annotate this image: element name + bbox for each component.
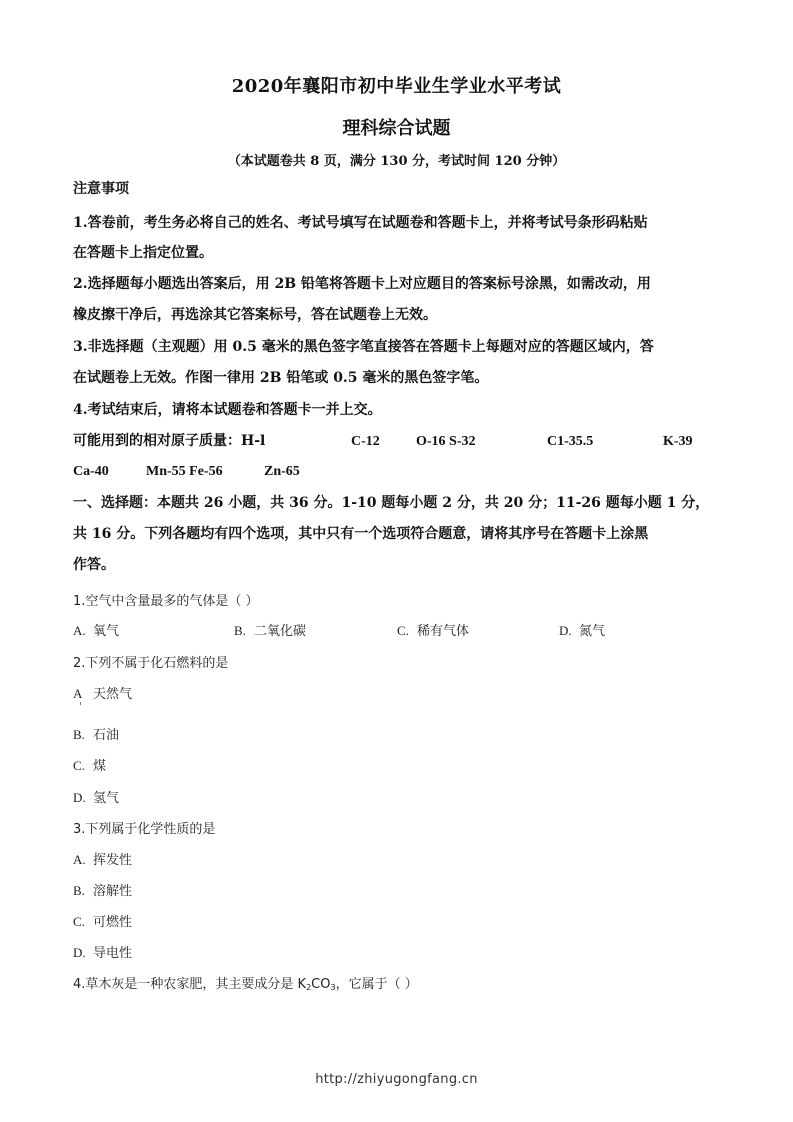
exam-title: 2020年襄阳市初中毕业生学业水平考试 xyxy=(231,76,562,97)
option-c: C. 煤 xyxy=(73,758,107,774)
option-c: C. 可燃性 xyxy=(73,914,133,930)
notice-heading: 注意事项 xyxy=(73,181,129,197)
atomic-mass-row-2 xyxy=(73,456,723,487)
option-a: A. 氧气 xyxy=(73,623,120,639)
atomic-mass-entry: O-16 S-32 xyxy=(416,434,476,449)
question-2-stem: 2.下列不属于化石燃料的是 xyxy=(73,656,229,671)
option-b: B. 石油 xyxy=(73,727,120,743)
atomic-mass-entry: Zn-65 xyxy=(264,464,300,479)
exam-subtitle: 理科综合试题 xyxy=(342,118,451,139)
atomic-mass-entry: Ca-40 xyxy=(73,464,109,479)
option-b: B. 二氧化碳 xyxy=(234,623,307,639)
option-a: A 天然气 xyxy=(73,686,133,702)
question-3-stem: 3.下列属于化学性质的是 xyxy=(73,822,216,837)
notice-item-2-line-1: 2.选择题每小题选出答案后，用 2B 铅笔将答题卡上对应题目的答案标号涂黑，如需改动，用 xyxy=(73,276,651,292)
option-b: B. 溶解性 xyxy=(73,883,133,899)
atomic-mass-entry: K-39 xyxy=(663,434,693,449)
atomic-mass-entry: C1-35.5 xyxy=(547,434,594,449)
notice-item-3-line-2: 在试题卷上无效。作图一律用 2B 铅笔或 0.5 毫米的黑色签字笔。 xyxy=(73,370,489,386)
notice-item-2-line-2: 橡皮擦干净后，再选涂其它答案标号，答在试题卷上无效。 xyxy=(73,307,437,323)
notice-item-3-line-1: 3.非选择题（主观题）用 0.5 毫米的黑色签字笔直接答在答题卡上每题对应的答题区域内，答 xyxy=(73,339,654,355)
notice-item-4: 4.考试结束后，请将本试题卷和答题卡一并上交。 xyxy=(73,402,382,418)
question-1-stem: 1.空气中含量最多的气体是（ ） xyxy=(73,594,259,609)
section-instructions-line-2: 共 16 分。下列各题均有四个选项，其中只有一个选项符合题意，请将其序号在答题卡上涂黑 xyxy=(73,526,649,542)
option-d: D. 氮气 xyxy=(559,623,606,639)
atomic-mass-row-1 xyxy=(73,426,723,457)
question-4-stem: 4.草木灰是一种农家肥，其主要成分是 $K_2CO_3$，它属于（ ） xyxy=(73,977,418,992)
notice-item-1-line-2: 在答题卡上指定位置。 xyxy=(73,245,213,261)
question-1-options xyxy=(73,620,723,638)
option-d: D. 氢气 xyxy=(73,790,120,806)
option-d: D. 导电性 xyxy=(73,945,133,961)
section-instructions-line-1: 一、选择题：本题共 26 小题，共 36 分。1-10 题每小题 2 分，共 20 分；11-26 题每小题 1 分， xyxy=(73,495,710,511)
atomic-mass-entry: Mn-55 Fe-56 xyxy=(146,464,223,479)
exam-info: （本试题卷共 8 页，满分 130 分，考试时间 120 分钟） xyxy=(227,154,566,169)
atomic-mass-entry: C-12 xyxy=(351,434,380,449)
option-c: C. 稀有气体 xyxy=(397,623,470,639)
scan-dot xyxy=(80,702,81,705)
section-instructions-line-3: 作答。 xyxy=(73,557,115,573)
option-a: A. 挥发性 xyxy=(73,852,133,868)
footer-url: http://zhiyugongfang.cn xyxy=(315,1072,478,1087)
atomic-mass-label: 可能用到的相对原子质量：H-l xyxy=(73,433,266,449)
notice-item-1-line-1: 1.答卷前，考生务必将自己的姓名、考试号填写在试题卷和答题卡上，并将考试号条形码粘贴 xyxy=(73,215,648,231)
